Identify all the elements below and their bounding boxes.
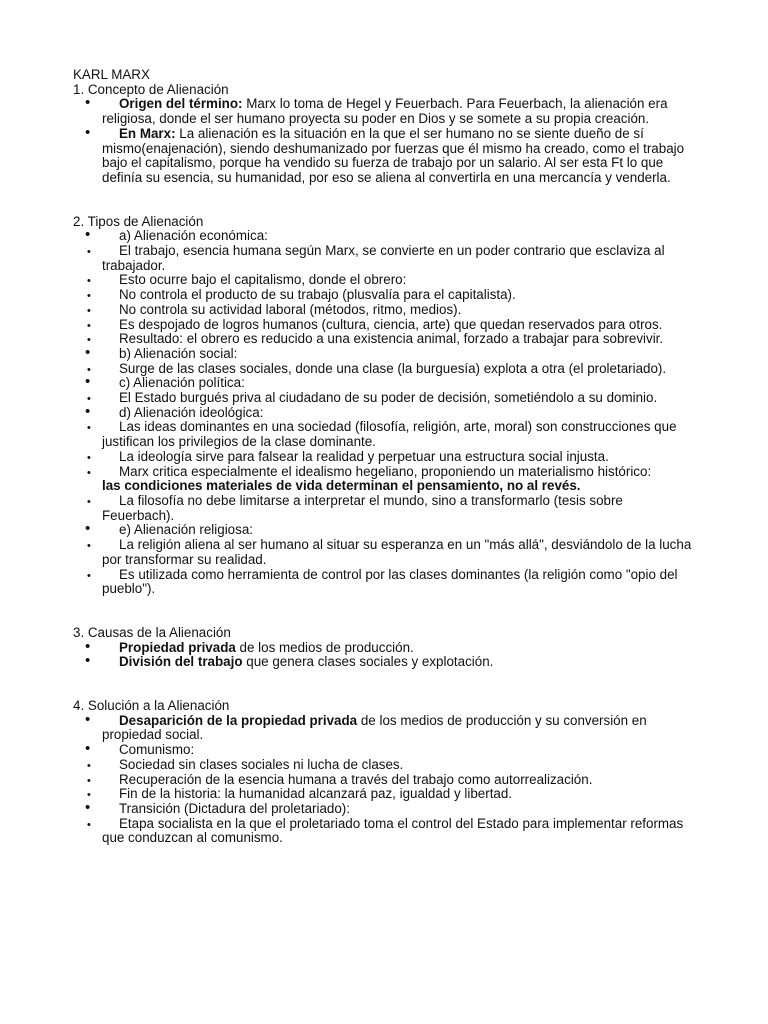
item-text: que genera clases sociales y explotación. [242, 654, 494, 670]
item-text: Es despojado de logros humanos (cultura, ciencia, arte) que quedan reservados para otros. [119, 316, 663, 332]
bullet-icon: • [87, 290, 91, 303]
bullet-icon: • [87, 319, 91, 332]
item-text: e) Alienación religiosa: [119, 522, 253, 538]
item-text: Marx critica especialmente el idealismo hegeliano, proponiendo un materialismo histórico: [119, 463, 652, 479]
bullet-icon: • [87, 363, 91, 376]
bullet-icon: • [85, 637, 91, 655]
section-heading: 3. Causas de la Alienación [73, 624, 231, 640]
list-item [73, 637, 697, 656]
list-item [73, 465, 697, 494]
bullet-icon: • [85, 94, 91, 112]
section-solucion [73, 699, 697, 846]
item-bold-label: Origen del término: [119, 96, 243, 112]
bullet-icon: • [85, 343, 91, 361]
bullet-icon: • [87, 246, 91, 259]
list-item [73, 373, 697, 391]
list-item [73, 273, 697, 288]
bullet-icon: • [87, 818, 91, 831]
bullet-icon: • [87, 422, 91, 435]
item-bold-label: En Marx: [119, 125, 176, 141]
item-text: d) Alienación ideológica: [119, 404, 264, 420]
list-item [73, 362, 697, 377]
list-item [73, 303, 697, 318]
bullet-icon: • [85, 520, 91, 538]
list-item [73, 817, 697, 846]
item-text: c) Alienación política: [119, 375, 245, 391]
section-causas [73, 626, 697, 670]
bullet-icon: • [85, 123, 91, 141]
list-item [73, 450, 697, 465]
bullet-icon: • [87, 495, 91, 508]
bullet-icon: • [87, 789, 91, 802]
bullet-icon: • [87, 540, 91, 553]
item-text: de los medios de producción. [235, 639, 414, 655]
list-item [73, 420, 697, 449]
document-page [73, 68, 697, 846]
section-concepto [73, 83, 697, 186]
list-item [73, 652, 697, 670]
item-text: El trabajo, esencia humana según Marx, se convierte en un poder contrario que esclaviza al trabajador. [102, 243, 665, 273]
list-item [73, 494, 697, 523]
section-tipos [73, 215, 697, 597]
item-bold-label: División del trabajo [119, 654, 243, 670]
bullet-icon: • [87, 569, 91, 582]
item-text: El Estado burgués priva al ciudadano de su poder de decisión, sometiéndolo a su dominio. [119, 390, 658, 406]
list-item [73, 787, 697, 802]
section-heading: 4. Solución a la Alienación [73, 698, 230, 714]
list-item [73, 568, 697, 597]
item-text: Surge de las clases sociales, donde una clase (la burguesía) explota a otra (el proletariado). [119, 360, 667, 376]
item-text: No controla su actividad laboral (métodos, ritmo, medios). [119, 301, 462, 317]
list-item [73, 318, 697, 333]
list-item [73, 343, 697, 362]
item-bold-statement: las condiciones materiales de vida determinan el pensamiento, no al revés. [102, 478, 581, 494]
list-item [73, 288, 697, 303]
item-text: Transición (Dictadura del proletariado): [119, 800, 350, 816]
list-item [73, 520, 697, 538]
list-item [73, 773, 697, 788]
item-bold-label: Propiedad privada [119, 639, 236, 655]
section-heading: 2. Tipos de Alienación [73, 213, 204, 229]
list-item [73, 94, 697, 127]
item-text: b) Alienación social: [119, 345, 238, 361]
list-item [73, 226, 697, 244]
bullet-icon: • [87, 759, 91, 772]
bullet-icon: • [85, 373, 91, 391]
bullet-icon: • [87, 451, 91, 464]
section-heading: 1. Concepto de Alienación [73, 81, 229, 97]
item-text: Comunismo: [119, 742, 195, 758]
bullet-icon: • [85, 652, 91, 670]
list-item [73, 740, 697, 758]
item-text: Fin de la historia: la humanidad alcanzará paz, igualdad y libertad. [119, 786, 513, 802]
bullet-icon: • [87, 774, 91, 787]
list-item [73, 402, 697, 421]
list-item [73, 538, 697, 567]
bullet-icon: • [85, 402, 91, 420]
list-item [73, 391, 697, 406]
item-text: Recuperación de la esencia humana a través del trabajo como autorrealización. [119, 771, 593, 787]
bullet-icon: • [85, 798, 91, 816]
item-text: de los medios de producción y su conversión en propiedad social. [102, 712, 647, 743]
bullet-icon: • [87, 466, 91, 479]
list-item [73, 123, 697, 186]
item-text: Resultado: el obrero es reducido a una existencia animal, forzado a trabajar para sobrevivir. [119, 331, 664, 347]
item-text: La ideología sirve para falsear la realidad y perpetuar una estructura social injusta. [119, 448, 609, 464]
bullet-icon: • [85, 226, 91, 244]
item-text: Es utilizada como herramienta de control por las clases dominantes (la religión como "opio del pueblo"). [102, 566, 678, 597]
list-item [73, 244, 697, 273]
bullet-icon: • [87, 304, 91, 317]
list-item [73, 710, 697, 743]
item-text: Etapa socialista en la que el proletariado toma el control del Estado para implementar reformas que conduzcan al comunismo. [102, 815, 684, 846]
item-text: Las ideas dominantes en una sociedad (filosofía, religión, arte, moral) son construcciones que justifican los privilegios de la clase dominante. [102, 419, 677, 450]
item-text: Sociedad sin clases sociales ni lucha de clases. [119, 756, 404, 772]
item-text: Esto ocurre bajo el capitalismo, donde el obrero: [119, 272, 407, 288]
list-item [73, 758, 697, 773]
item-text: La alienación es la situación en la que el ser humano no se siente dueño de sí mismo(enajenación), siendo deshumanizado por fuerzas que él mismo ha creado, como el trabajo bajo el capitalismo, porque ha vendido su fuerza de trabajo por un salario. Al ser esta Ft lo que definía su esencia, su humanidad, por eso se aliena al convertirla en una mercancía y venderla. [102, 125, 685, 185]
bullet-icon: • [85, 740, 91, 758]
list-item [73, 332, 697, 347]
bullet-icon: • [87, 393, 91, 406]
bullet-icon: • [87, 334, 91, 347]
item-text: No controla el producto de su trabajo (plusvalía para el capitalista). [119, 287, 516, 303]
list-item [73, 798, 697, 817]
item-bold-label: Desaparición de la propiedad privada [119, 712, 358, 728]
bullet-icon: • [87, 275, 91, 288]
document-title: KARL MARX [73, 67, 150, 82]
bullet-icon: • [85, 710, 91, 728]
item-text: a) Alienación económica: [119, 228, 268, 244]
item-text: Marx lo toma de Hegel y Feuerbach. Para Feuerbach, la alienación era religiosa, donde el ser humano proyecta su poder en Dios y se somete a su propia creación. [102, 96, 668, 127]
item-text: La filosofía no debe limitarse a interpretar el mundo, sino a transformarlo (tesis sobre Feuerbach). [102, 492, 623, 523]
item-text: La religión aliena al ser humano al situar su esperanza en un "más allá", desviándolo de la lucha por transformar su realidad. [102, 537, 692, 567]
